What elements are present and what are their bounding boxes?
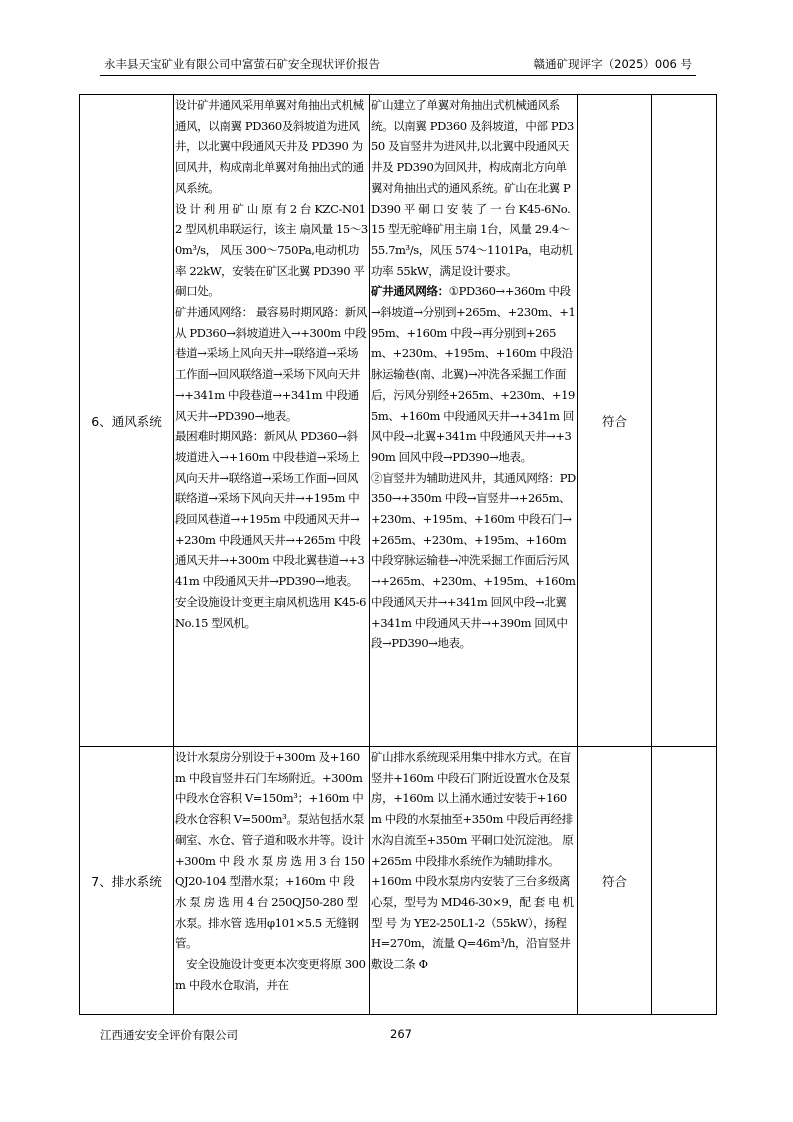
- result-cell: 符合: [578, 747, 652, 1015]
- actual-paragraph: [371, 281, 576, 467]
- design-paragraph: 安全设施设计变更主扇风机选用 K45-6No.15 型风机。: [175, 594, 367, 630]
- design-paragraph: 矿井通风网络： 最容易时期风路：新风从 PD360→斜坡道进入→+300m 中段巷道→采场上风向天井→联络道→采场工作面→回风联络道→采场下风向天井→+341m 中段巷道→+341m 中段通风天井→PD390→地表。: [175, 305, 367, 423]
- design-paragraph: 设 计 利 用 矿 山 原 有 2 台 KZC-N012 型风机串联运行，该主 扇风量 15～30m³/s， 风压 300～750Pa,电动机功率 22kW，安装在矿区北翼 PD390 平硐口处。: [175, 201, 368, 299]
- page-header: [104, 56, 692, 74]
- design-paragraph: 设计矿井通风采用单翼对角抽出式机械通风，以南翼 PD360及斜坡道为进风井，以北翼中段通风天井及 PD390 为回风井，构成南北单翼对角抽出式的通风系统。: [175, 98, 364, 195]
- category-cell: 6、通风系统: [80, 95, 174, 747]
- design-paragraph: 安全设施设计变更本次变更将原 300m 中段水仓取消，并在: [175, 957, 366, 992]
- design-paragraph: 最困难时期风路：新风从 PD360→斜坡道进入→+160m 中段巷道→采场上风向天井→联络道→采场工作面→回风联络道→采场下风向天井→+195m 中段回风巷道→+195m 中段通风天井→+230m 中段通风天井→+265m 中段通风天井→+300m 中段北翼巷道→+341m 中段通风天井→PD390→地表。: [175, 429, 365, 589]
- actual-cell: [370, 747, 578, 1015]
- header-report-title: 永丰县天宝矿业有限公司中富萤石矿安全现状评价报告: [104, 57, 380, 71]
- remark-cell: [652, 95, 717, 747]
- network-text: ①PD360→+360m 中段→斜坡道→分别到+265m、+230m、+195m、+160m 中段→再分别到+265m、+230m、+195m、+160m 中段沿脉运输巷(南、北翼)→冲洗各采掘工作面后，污风分别经+265m、+230m、+195m、+160m 中段通风天井→+341m 回风中段→北翼+341m 中段通风天井→+390m 回风中段→PD390→地表。: [371, 284, 576, 464]
- actual-paragraph: 矿山建立了单翼对角抽出式机械通风系统。以南翼 PD360 及斜坡道，中部 PD350 及盲竖井为进风井,以北翼中段通风天井及 PD390为回风井，构成南北方向单翼对角抽出式的通风系统。矿山在北翼 PD390 平 硐 口 安 装 了 一 台 K45-6No.15 型无驼峰矿用主扇 1台，风量 29.4～55.7m³/s，风压 574～1101Pa，电动机功率 55kW，满足设计要求。: [371, 98, 574, 278]
- table-row-ventilation: [80, 95, 717, 747]
- actual-paragraph: 矿山排水系统现采用集中排水方式。在盲竖井+160m 中段石门附近设置水仓及泵房，+160m 以上涌水通过安装于+160m 中段的水泵抽至+350m 中段后再经排水沟自流至+350m 平硐口处沉淀池。 原+265m 中段排水系统作为辅助排水。: [371, 750, 574, 868]
- design-paragraph: 设计水泵房分别设于+300m 及+160m 中段盲竖井石门车场附近。+300m 中段水仓容积 V=150m³；+160m 中段水仓容积 V=500m³。泵站包括水泵硐室、水仓、管子道和吸水井等。设计+300m 中 段 水 泵 房 选 用 3 台 150QJ20-104 型潜水泵；+160m 中 段 水 泵 房 选 用 4 台 250QJ50-280 型水泵。排水管 选用φ101×5.5 无缝钢管。: [175, 750, 365, 951]
- remark-cell: [652, 747, 717, 1015]
- design-cell: [174, 95, 370, 747]
- design-cell: [174, 747, 370, 1015]
- evaluation-table: [79, 94, 717, 1015]
- actual-cell: [370, 95, 578, 747]
- result-cell: 符合: [578, 95, 652, 747]
- network-label: 矿井通风网络：: [371, 284, 449, 299]
- footer-company: 江西通安安全评价有限公司: [100, 1028, 238, 1042]
- table-row-drainage: [80, 747, 717, 1015]
- header-rule: [100, 75, 696, 76]
- page-footer: [100, 1027, 696, 1043]
- actual-paragraph: +160m 中段水泵房内安装了三台多级离心泵，型号为 MD46-30×9，配 套 电 机 型 号 为 YE2-250L1-2（55kW），扬程 H=270m，流量 Q=46m³/h，沿盲竖井敷设二条 Φ: [371, 874, 574, 972]
- header-report-number: 赣通矿现评字（2025）006 号: [533, 57, 692, 71]
- page-number: 267: [390, 1027, 412, 1041]
- category-cell: 7、排水系统: [80, 747, 174, 1015]
- actual-paragraph: ②盲竖井为辅助进风井，其通风网络：PD350→+350m 中段→盲竖井→+265m、+230m、+195m、+160m 中段石门→+265m、+230m、+195m、+160m 中段穿脉运输巷→冲洗采掘工作面后污风→+265m、+230m、+195m、+160m 中段通风天井→+341m 回风中段→北翼 +341m 中段通风天井→+390m 回风中段→PD390→地表。: [371, 470, 576, 651]
